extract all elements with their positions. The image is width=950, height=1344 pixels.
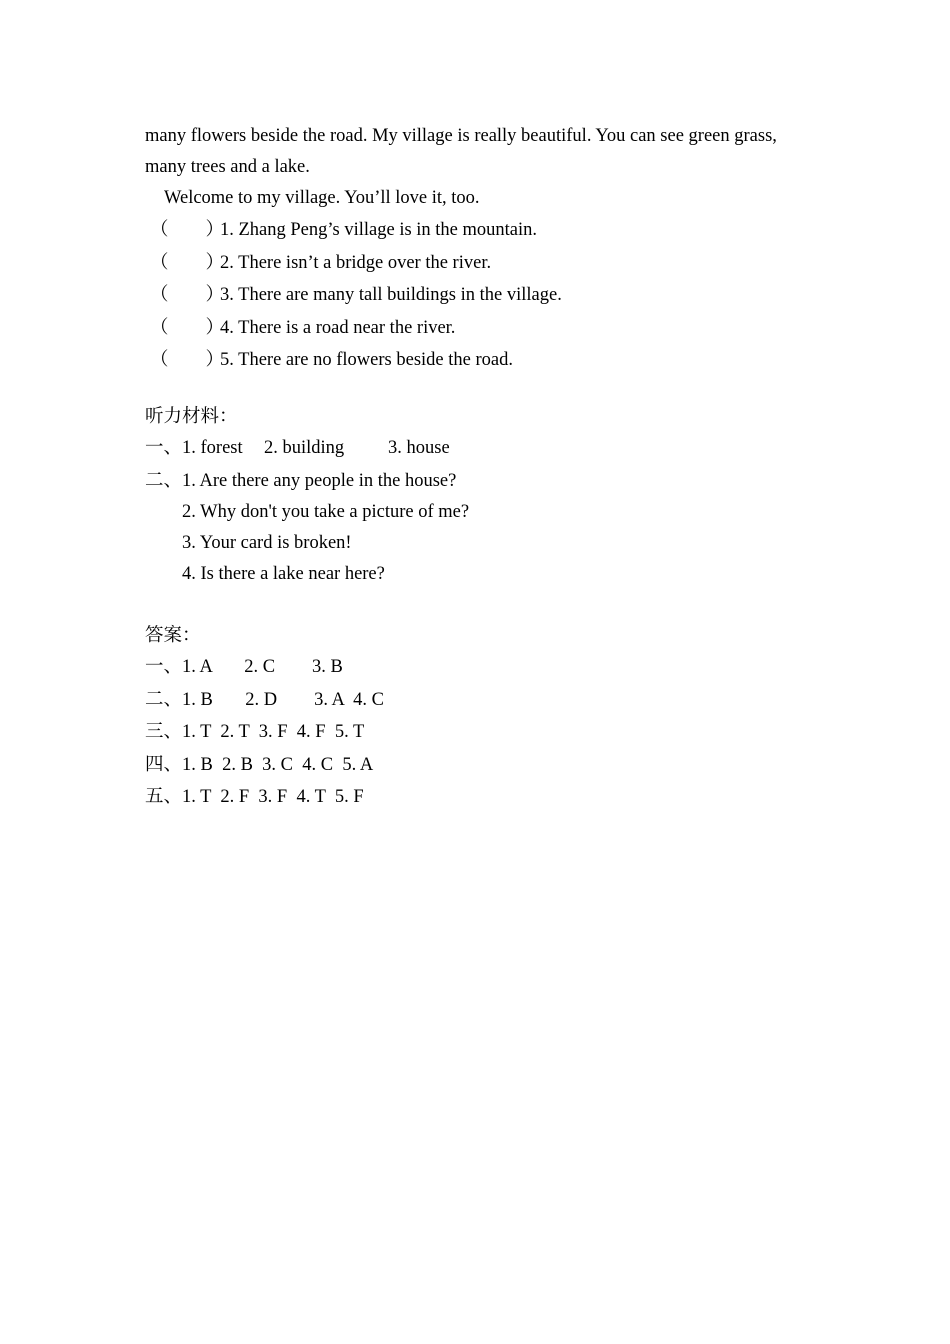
passage-line-2: many trees and a lake.: [145, 157, 310, 177]
answers-row-5: 1. T 2. F 3. F 4. T 5. F: [182, 787, 364, 807]
listening-part1-prefix: 一、: [145, 438, 183, 458]
answers-heading: 答案：: [145, 626, 201, 646]
answer-blank-1: （ ）: [150, 220, 225, 240]
listening-part2-item-3: 3. Your card is broken!: [182, 533, 352, 553]
answers-row-2-prefix: 二、: [145, 690, 183, 710]
listening-part2-item-4: 4. Is there a lake near here?: [182, 564, 385, 584]
answers-row-4: 1. B 2. B 3. C 4. C 5. A: [182, 755, 374, 775]
answers-row-5-prefix: 五、: [145, 787, 183, 807]
answers-row-3: 1. T 2. T 3. F 4. F 5. T: [182, 722, 365, 742]
question-1: 1. Zhang Peng’s village is in the mountain.: [220, 220, 538, 240]
answers-row-1: 1. A 2. C 3. B: [182, 657, 343, 677]
answer-blank-4: （ ）: [150, 318, 225, 338]
answers-row-4-prefix: 四、: [145, 755, 183, 775]
question-3: 3. There are many tall buildings in the village.: [220, 285, 562, 305]
answer-blank-2: （ ）: [150, 253, 225, 273]
passage-line-1: many flowers beside the road. My village is really beautiful. You can see green grass,: [145, 126, 777, 146]
answers-row-3-prefix: 三、: [145, 722, 183, 742]
question-5: 5. There are no flowers beside the road.: [220, 350, 513, 370]
listening-part2-item-1: 1. Are there any people in the house?: [182, 471, 457, 491]
answers-row-1-prefix: 一、: [145, 657, 183, 677]
listening-part1-item-1: 1. forest: [182, 438, 243, 458]
answer-blank-3: （ ）: [150, 285, 225, 305]
listening-part2-prefix: 二、: [145, 471, 183, 491]
answer-blank-5: （ ）: [150, 350, 225, 370]
listening-part1-item-2: 2. building: [264, 438, 345, 458]
answers-row-2: 1. B 2. D 3. A 4. C: [182, 690, 384, 710]
listening-part1-item-3: 3. house: [388, 438, 450, 458]
passage-line-3: Welcome to my village. You’ll love it, too.: [164, 188, 480, 208]
listening-part2-item-2: 2. Why don't you take a picture of me?: [182, 502, 470, 522]
question-2: 2. There isn’t a bridge over the river.: [220, 253, 492, 273]
listening-heading: 听力材料：: [145, 407, 238, 427]
question-4: 4. There is a road near the river.: [220, 318, 456, 338]
